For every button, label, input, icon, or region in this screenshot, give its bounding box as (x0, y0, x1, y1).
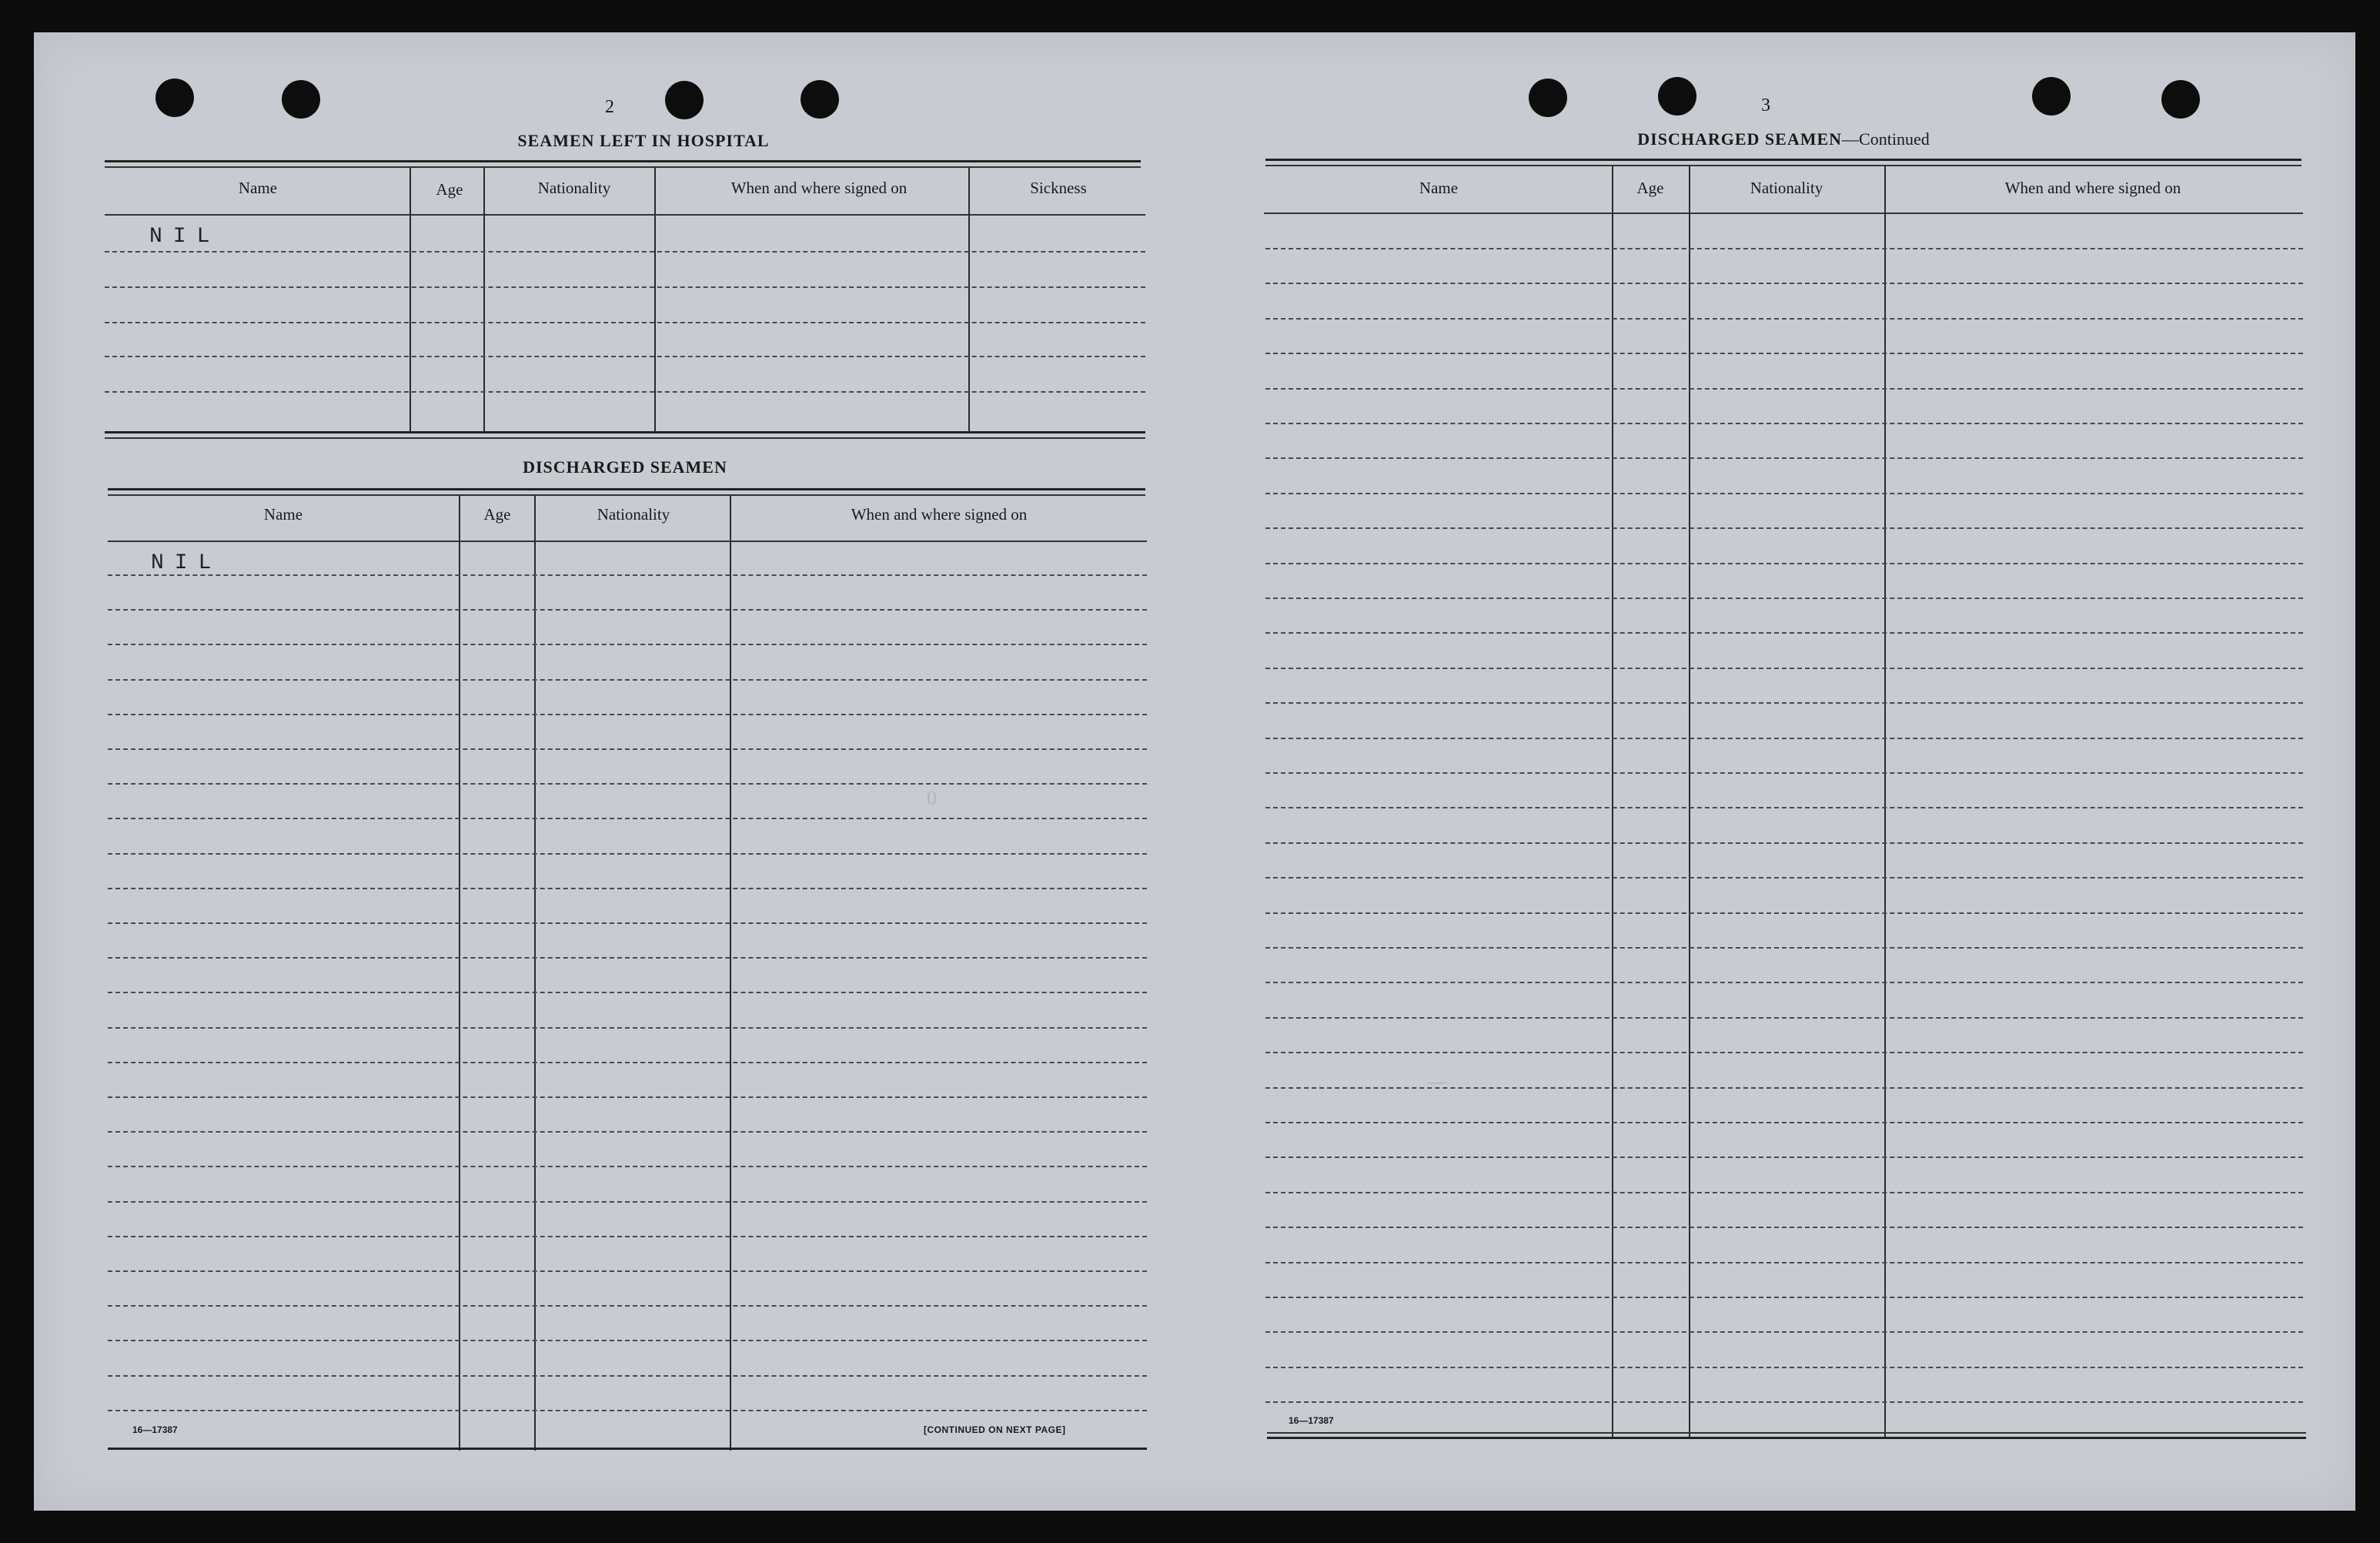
punch-hole (801, 80, 839, 119)
column-header: Age (1636, 179, 1664, 197)
section-rule (108, 494, 1145, 496)
title-suffix: —Continued (1842, 129, 1930, 149)
entry-line (1265, 597, 2303, 599)
hospital-section-title: SEAMEN LEFT IN HOSPITAL (517, 131, 770, 150)
entry-line (108, 1236, 1147, 1237)
section-end-rule (105, 437, 1145, 439)
column-header: Age (483, 505, 511, 524)
header-rule (105, 214, 1145, 216)
entry-line (108, 1375, 1147, 1377)
entry-line (108, 1131, 1147, 1133)
entry-line (108, 609, 1147, 611)
entry-line (1265, 1052, 2303, 1053)
column-divider (1612, 166, 1613, 1438)
entry-line (108, 714, 1147, 715)
entry-line (1265, 982, 2303, 983)
column-header: When and where signed on (730, 179, 908, 197)
header-rule (1264, 213, 2303, 214)
entry-line (1265, 248, 2303, 249)
discharged-section-title: DISCHARGED SEAMEN (523, 457, 727, 477)
entry-line (108, 853, 1147, 855)
entry-line (108, 922, 1147, 924)
section-end-rule (105, 431, 1145, 433)
entry-line (1265, 1122, 2303, 1123)
entry-line (1265, 353, 2303, 354)
entry-line (108, 818, 1147, 819)
entry-line (108, 888, 1147, 889)
entry-line (1265, 807, 2303, 808)
punch-hole (155, 79, 194, 117)
entry-line (105, 356, 1145, 357)
entry-line (1265, 1156, 2303, 1158)
document-sheet (34, 32, 2355, 1511)
entry-line (108, 1166, 1147, 1167)
column-header: Nationality (597, 505, 670, 524)
header-rule (108, 541, 1147, 542)
column-header: Name (1419, 179, 1459, 197)
right-section-title (1265, 129, 2301, 149)
entry-line (108, 748, 1147, 750)
column-header: Sickness (1030, 179, 1087, 197)
entry-line (1265, 423, 2303, 424)
entry-line (108, 1270, 1147, 1272)
table-bottom-rule (1267, 1437, 2306, 1439)
punch-hole (2161, 80, 2200, 119)
punch-hole (665, 81, 704, 119)
entry-line (1265, 877, 2303, 879)
column-divider (534, 496, 536, 1451)
column-header: Age (436, 180, 463, 199)
entry-line (108, 574, 1147, 576)
column-divider (1884, 166, 1886, 1438)
entry-line (108, 957, 1147, 959)
bleed-through-text: 0 (927, 787, 940, 809)
entry-line (1265, 493, 2303, 494)
entry-line (1265, 702, 2303, 704)
entry-line (1265, 632, 2303, 634)
column-divider (730, 496, 731, 1451)
form-number: 16—17387 (1289, 1415, 1334, 1426)
entry-line (1265, 563, 2303, 564)
entry-line (108, 1340, 1147, 1341)
entry-line (1265, 1367, 2303, 1368)
form-number: 16—17387 (132, 1424, 178, 1435)
entry-line (1265, 457, 2303, 459)
entry-line (108, 992, 1147, 993)
entry-line (1265, 318, 2303, 320)
section-rule (1265, 159, 2301, 161)
section-rule (105, 166, 1141, 168)
entry-line (1265, 1192, 2303, 1193)
entry-line (108, 1062, 1147, 1063)
entry-line (1265, 1017, 2303, 1019)
entry-line (1265, 947, 2303, 949)
entry-line (108, 1305, 1147, 1307)
hospital-entry: NIL (149, 225, 221, 249)
entry-line (1265, 527, 2303, 529)
entry-line (1265, 1087, 2303, 1089)
table-bottom-rule (108, 1448, 1147, 1450)
bleed-through-text: — (1427, 1070, 1450, 1093)
entry-line (108, 1410, 1147, 1411)
entry-line (105, 391, 1145, 393)
entry-line (105, 322, 1145, 323)
section-rule (105, 160, 1141, 162)
column-header: Name (263, 505, 303, 524)
section-rule (108, 488, 1145, 490)
entry-line (1265, 1331, 2303, 1333)
entry-line (1265, 1297, 2303, 1298)
section-rule (1265, 165, 2301, 166)
entry-line (108, 1201, 1147, 1203)
entry-line (108, 1096, 1147, 1098)
column-header: Name (238, 179, 278, 197)
entry-line (108, 679, 1147, 681)
entry-line (1265, 1401, 2303, 1403)
entry-line (105, 286, 1145, 288)
entry-line (108, 783, 1147, 785)
table-bottom-rule (1267, 1432, 2306, 1434)
entry-line (108, 644, 1147, 645)
entry-line (1265, 283, 2303, 284)
continued-note: [CONTINUED ON NEXT PAGE] (924, 1424, 1066, 1435)
entry-line (1265, 388, 2303, 390)
entry-line (1265, 668, 2303, 669)
punch-hole (1529, 79, 1567, 117)
column-divider (459, 496, 460, 1451)
column-header: When and where signed on (2004, 179, 2181, 197)
column-header: Nationality (1750, 179, 1823, 197)
entry-line (105, 251, 1145, 253)
column-divider (1689, 166, 1690, 1438)
entry-line (1265, 912, 2303, 914)
entry-line (1265, 738, 2303, 739)
entry-line (1265, 772, 2303, 774)
punch-hole (2032, 77, 2071, 115)
column-header: Nationality (537, 179, 611, 197)
title-main: DISCHARGED SEAMEN (1637, 129, 1843, 149)
punch-hole (1658, 77, 1696, 115)
page-number: 3 (1761, 95, 1770, 115)
entry-line (108, 1027, 1147, 1029)
page-number: 2 (605, 97, 614, 117)
discharged-entry: NIL (151, 551, 222, 575)
punch-hole (282, 80, 320, 119)
entry-line (1265, 842, 2303, 844)
entry-line (1265, 1262, 2303, 1264)
entry-line (1265, 1227, 2303, 1228)
column-header: When and where signed on (851, 505, 1028, 524)
